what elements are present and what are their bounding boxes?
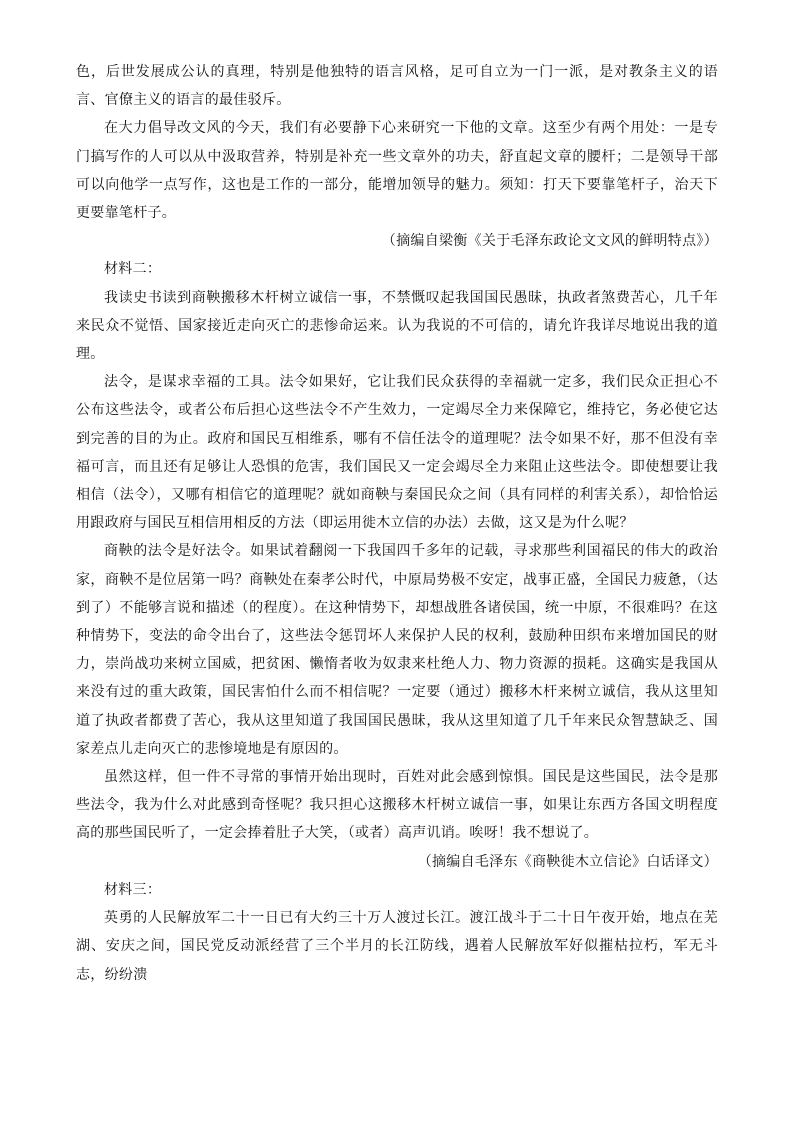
material-3-label: 材料三： bbox=[104, 881, 162, 898]
document-body bbox=[76, 58, 718, 989]
source-citation-2: （摘编自毛泽东《商鞅徙木立信论》白话译文） bbox=[417, 853, 718, 870]
paragraph-shang-yang-intro: 我读史书读到商鞅搬移木杆树立诚信一事，不禁慨叹起我国国民愚昧，执政者煞费苦心，几千年来民众不觉悟、国家接近走向灭亡的悲惨命运来。认为我说的不可信的，请允许我详尽地说出我的道理。 bbox=[76, 289, 718, 363]
paragraph-conclusion: 虽然这样，但一件不寻常的事情开始出现时，百姓对此会感到惊惧。国民是这些国民，法令是那些法令，我为什么对此感到奇怪呢？我只担心这搬移木杆树立诚信一事，如果让东西方各国文明程度高的那些国民听了，一定会捧着肚子大笑，（或者）高声讥诮。唉呀！我不想说了。 bbox=[76, 769, 718, 842]
source-citation-1: （摘编自梁衡《关于毛泽东政论文文风的鲜明特点》） bbox=[381, 233, 718, 250]
paragraph-writing-style: 在大力倡导改文风的今天，我们有必要静下心来研究一下他的文章。这至少有两个用处：一是专门搞写作的人可以从中汲取营养，特别是补充一些文章外的功夫，舒直起文章的腰杆；二是领导干部可以向他学一点写作，这也是工作的一部分，能增加领导的魅力。须知：打天下要靠笔杆子，治天下更要靠笔杆子。 bbox=[76, 120, 718, 222]
paragraph-continuation: 色，后世发展成公认的真理，特别是他独特的语言风格，足可自立为一门一派，是对教条主义的语言、官僚主义的语言的最佳驳斥。 bbox=[76, 64, 718, 109]
material-2-label: 材料二： bbox=[104, 261, 162, 278]
paragraph-good-law: 商鞅的法令是好法令。如果试着翻阅一下我国四千多年的记载，寻求那些利国福民的伟大的政治家，商鞅不是位居第一吗？商鞅处在秦孝公时代，中原局势极不安定，战事正盛，全国民力疲惫，（达到了）不能够言说和描述（的程度）。在这种情势下，却想战胜各诸侯国，统一中原，不很难吗？在这种情势下，变法的命令出台了，这些法令惩罚坏人来保护人民的权利，鼓励种田织布来增加国民的财力，崇尚战功来树立国威，把贫困、懒惰者收为奴隶来杜绝人力、物力资源的损耗。这确实是我国从来没有过的重大政策，国民害怕什么而不相信呢？一定要（通过）搬移木杆来树立诚信，我从这里知道了执政者都费了苦心，我从这里知道了我国国民愚昧，我从这里知道了几千年来民众智慧缺乏、国家差点儿走向灭亡的悲惨境地是有原因的。 bbox=[76, 543, 718, 757]
paragraph-yangtze-crossing: 英勇的人民解放军二十一日已有大约三十万人渡过长江。渡江战斗于二十日午夜开始，地点在芜湖、安庆之间，国民党反动派经营了三个半月的长江防线，遇着人民解放军好似摧枯拉朽，军无斗志，纷纷溃 bbox=[76, 910, 718, 983]
paragraph-law-tool: 法令，是谋求幸福的工具。法令如果好，它让我们民众获得的幸福就一定多，我们民众正担心不公布这些法令，或者公布后担心这些法令不产生效力，一定竭尽全力来保障它，维持它，务必使它达到完善的目的为止。政府和国民互相维系，哪有不信任法令的道理呢？法令如果不好，那不但没有幸福可言，而且还有足够让人恐惧的危害，我们国民又一定会竭尽全力来阻止这些法令。即使想要让我相信（法令），又哪有相信它的道理呢？就如商鞅与秦国民众之间（具有同样的利害关系），却恰恰运用跟政府与国民互相信用相反的方法（即运用徙木立信的办法）去做，这又是为什么呢？ bbox=[76, 374, 718, 532]
